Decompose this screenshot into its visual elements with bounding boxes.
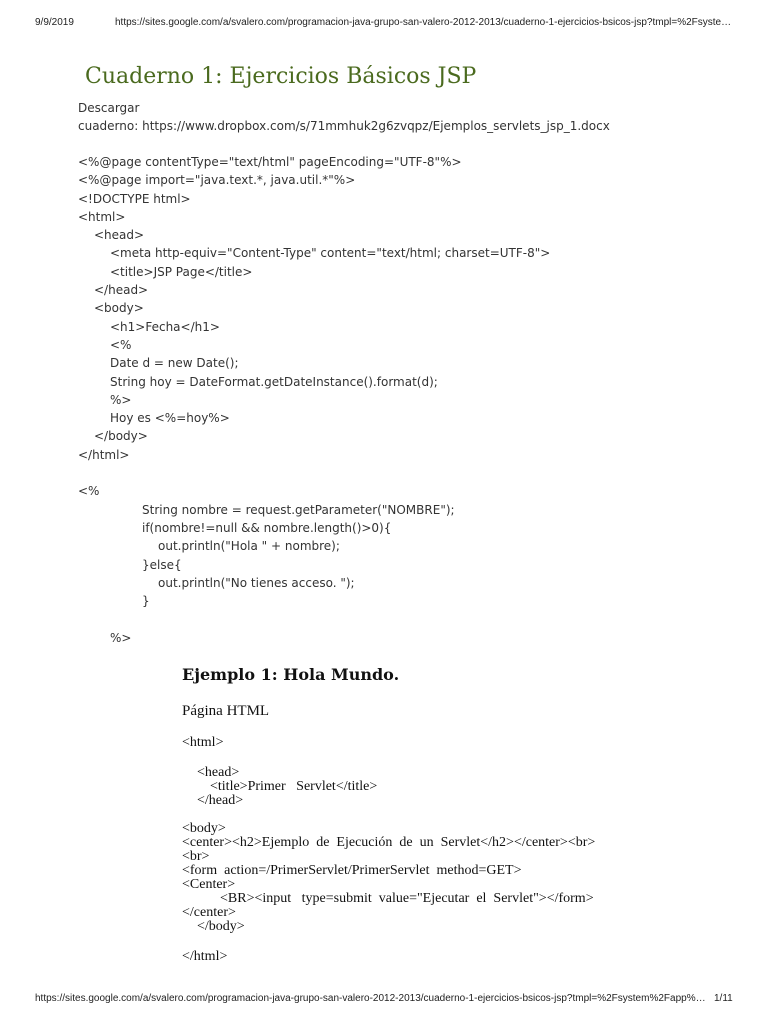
code-line: out.println("No tienes acceso. ");	[158, 575, 355, 590]
code-line: <body>	[182, 821, 226, 836]
code-line: </center>	[182, 905, 236, 920]
code-line: <%@page import="java.text.*, java.util.*"%>	[78, 173, 356, 188]
code-line: <title>JSP Page</title>	[110, 264, 253, 279]
download-note	[78, 99, 610, 135]
page-number: 1/11	[714, 993, 733, 1004]
html-code-block	[182, 736, 595, 964]
code-line: %>	[110, 392, 132, 407]
jsp-code-block	[78, 153, 550, 647]
code-line: <html>	[182, 735, 224, 750]
code-line: <form action=/PrimerServlet/PrimerServlet method=GET>	[182, 863, 522, 878]
code-line: <%	[78, 484, 100, 499]
code-line: <BR><input type=submit value="Ejecutar el Servlet"></form>	[220, 891, 594, 906]
code-line: <br>	[182, 849, 210, 864]
code-line: </body>	[197, 919, 245, 934]
example-title: Ejemplo 1: Hola Mundo.	[182, 665, 400, 684]
code-line: <%	[110, 337, 132, 352]
code-line: String hoy = DateFormat.getDateInstance().format(d);	[110, 374, 438, 389]
code-line: }else{	[142, 557, 182, 572]
code-line: </body>	[94, 429, 148, 444]
code-line: </head>	[197, 793, 244, 808]
print-footer-url: https://sites.google.com/a/svalero.com/programacion-java-grupo-san-valero-2012-2013/cuaderno-1-ejercicios-bsicos-jsp?tmpl=%2Fsystem%2Fapp%…	[35, 993, 706, 1004]
code-line: </html>	[78, 447, 130, 462]
code-line: if(nombre!=null && nombre.length()>0){	[142, 520, 392, 535]
code-line: <body>	[94, 301, 144, 316]
code-line: out.println("Hola " + nombre);	[158, 539, 340, 554]
code-line: <Center>	[182, 877, 236, 892]
download-label: Descargar	[78, 101, 140, 115]
download-link[interactable]: cuaderno: https://www.dropbox.com/s/71mmhuk2g6zvqpz/Ejemplos_servlets_jsp_1.docx	[78, 119, 610, 133]
code-line: }	[142, 594, 150, 609]
code-line: <title>Primer Servlet</title>	[210, 779, 378, 794]
print-header-url: https://sites.google.com/a/svalero.com/programacion-java-grupo-san-valero-2012-2013/cuaderno-1-ejercicios-bsicos-jsp?tmpl=%2Fsyste…	[115, 17, 732, 28]
code-line: <h1>Fecha</h1>	[110, 319, 220, 334]
code-line: <html>	[78, 209, 126, 224]
code-line: <head>	[197, 765, 240, 780]
code-line: </html>	[182, 949, 228, 964]
code-line: <%@page contentType="text/html" pageEncoding="UTF-8"%>	[78, 155, 462, 169]
print-date: 9/9/2019	[35, 17, 74, 28]
code-line: Hoy es <%=hoy%>	[110, 411, 230, 426]
code-line: Date d = new Date();	[110, 356, 239, 371]
code-line: <!DOCTYPE html>	[78, 191, 191, 206]
code-line: <center><h2>Ejemplo de Ejecución de un Servlet</h2></center><br>	[182, 835, 596, 850]
code-line: </head>	[94, 283, 149, 298]
page-title: Cuaderno 1: Ejercicios Básicos JSP	[85, 64, 477, 89]
code-line: %>	[110, 630, 132, 645]
example-subtitle: Página HTML	[182, 703, 270, 719]
code-line: String nombre = request.getParameter("NOMBRE");	[142, 502, 455, 517]
code-line: <meta http-equiv="Content-Type" content="text/html; charset=UTF-8">	[110, 246, 551, 261]
code-line: <head>	[94, 228, 145, 243]
